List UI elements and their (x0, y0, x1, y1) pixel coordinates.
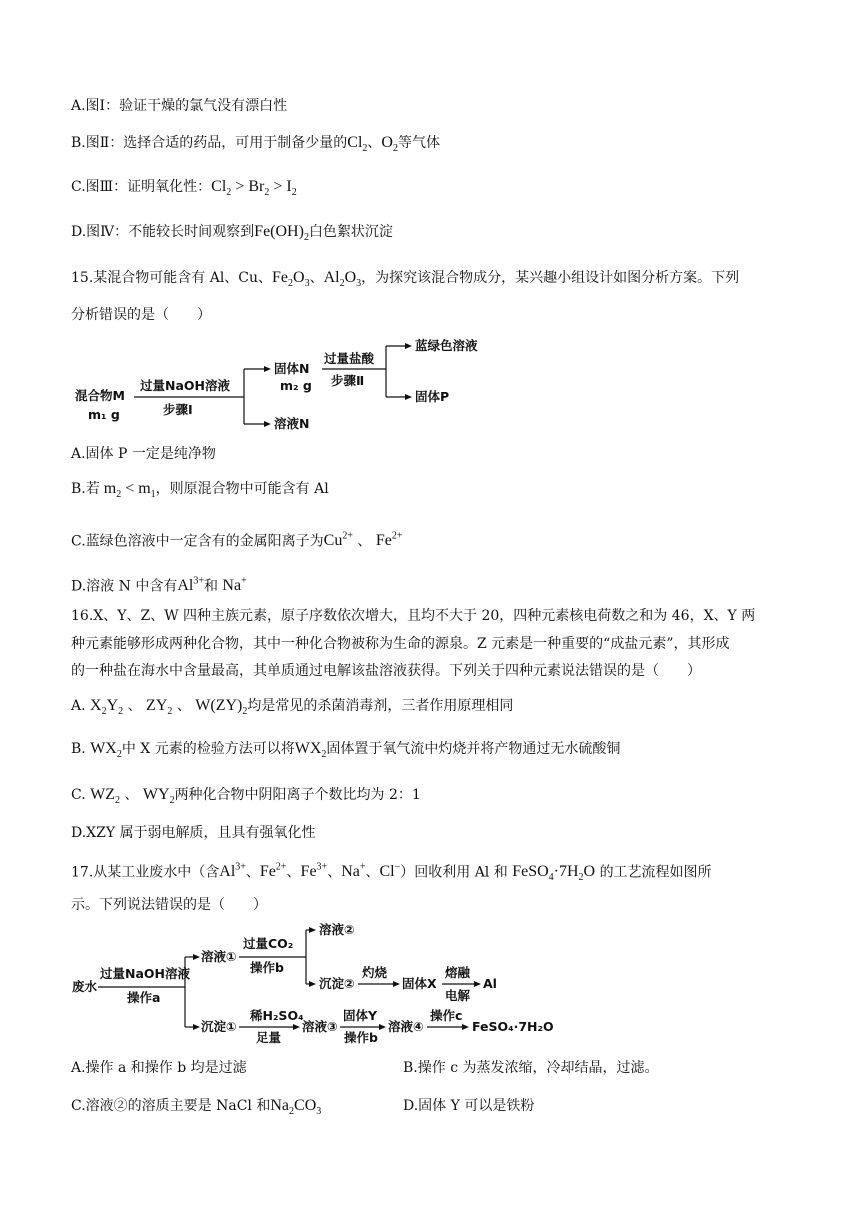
q15-option-a: A.固体 P 一定是纯净物 (71, 446, 216, 462)
q17-naoh-label: 过量NaOH溶液 (100, 966, 190, 981)
q17-stem-line1: 17.从某工业废水中（含$Al^{3+}$、$Fe^{2+}$、$Fe^{3+}$、Na+、Cl−）回收利用 Al 和 $FeSO_4\cdot 7H_2O$ 的工艺流程如图所 (71, 862, 712, 884)
q17-option-b: B.操作 c 为蒸发浓缩，冷却结晶，过滤。 (403, 1060, 659, 1076)
q15-option-c: C.蓝绿色溶液中一定含有的金属阳离子为$Cu^{2+}$ 、 $Fe^{2+}$ (71, 531, 403, 550)
q17-solution3-label: 溶液③ (302, 1019, 338, 1034)
q16-option-c: C. $WZ_2$ 、 $WY_2$两种化合物中阴阳离子个数比均为 2：1 (71, 786, 421, 807)
q15-stem-line1: 15.某混合物可能含有 Al、Cu、$Fe_2O_3$、$Al_2O_3$，为探究该混合物成分，某兴趣小组设计如图分析方案。下列 (71, 269, 740, 290)
q16-option-b: B. $WX_2$中 X 元素的检验方法可以将$WX_2$固体置于氧气流中灼烧并将产物通过无水硫酸铜 (71, 740, 621, 761)
q17-h2so4-label: 稀H₂SO₄ (250, 1008, 304, 1023)
q17-ppt2-label: 沉淀② (319, 976, 355, 991)
q17-solution2-label: 溶液② (319, 922, 355, 937)
q17-option-c: C.溶液②的溶质主要是 NaCl 和$Na_2CO_3$ (71, 1097, 322, 1118)
q15-solid-n-label: 固体N (274, 361, 310, 376)
q15-solution-n-label: 溶液N (274, 416, 310, 431)
q17-op-b2-label: 操作b (344, 1030, 378, 1045)
q17-product-label: FeSO₄·7H₂O (472, 1019, 554, 1034)
q16-option-a: A. $X_2Y_2$ 、 $ZY_2$ 、 $W(ZY)_2$均是常见的杀菌消毒剂，三者作用原理相同 (71, 697, 514, 718)
q17-op-b-label: 操作b (250, 960, 284, 975)
q15-step1-label: 步骤Ⅰ (163, 402, 193, 417)
q15-mixture-label: 混合物M (75, 388, 125, 403)
q15-option-b: B.若 $m_2 < m_1$，则原混合物中可能含有 Al (71, 480, 329, 501)
q17-op-c-label: 操作c (430, 1008, 463, 1023)
q17-ppt1-label: 沉淀① (201, 1019, 237, 1034)
q15-solid-p-label: 固体P (415, 389, 450, 404)
q17-solid-x-label: 固体X (402, 976, 437, 991)
q17-electrolysis-label: 电解 (445, 988, 471, 1003)
q15-stem-line2: 分析错误的是（ ） (71, 307, 211, 323)
q16-stem-line3: 的一种盐在海水中含量最高，其单质通过电解该盐溶液获得。下列关于四种元素说法错误的是（ ） (71, 663, 701, 679)
q15-hcl-label: 过量盐酸 (324, 351, 375, 366)
q17-melt-label: 熔融 (445, 965, 471, 980)
q17-enough-label: 足量 (256, 1030, 282, 1045)
q17-al-label: Al (483, 976, 497, 991)
q15-m1-label: m₁ g (88, 407, 120, 422)
q15-m2-label: m₂ g (280, 378, 312, 393)
q17-solution4-label: 溶液④ (388, 1019, 424, 1034)
q17-solution1-label: 溶液① (201, 949, 237, 964)
q14-option-c: C.图Ⅲ：证明氧化性：$Cl_2 > Br_2 > I_2$ (71, 178, 297, 199)
q14-option-b: B.图Ⅱ：选择合适的药品，可用于制备少量的$Cl_2$、$O_2$等气体 (71, 134, 440, 155)
q17-op-a-label: 操作a (127, 990, 161, 1005)
q16-stem-line1: 16.X、Y、Z、W 四种主族元素，原子序数依次增大，且均不大于 20，四种元素核电荷数之和为 46，X、Y 两 (71, 608, 756, 624)
q17-flow-diagram (70, 920, 570, 1048)
q14-option-d: D.图Ⅳ：不能较长时间观察到$Fe(OH)_2$白色絮状沉淀 (71, 223, 393, 244)
q17-option-a: A.操作 a 和操作 b 均是过滤 (71, 1060, 247, 1076)
q17-solid-y-label: 固体Y (343, 1008, 378, 1023)
q17-stem-line2: 示。下列说法错误的是（ ） (71, 897, 267, 913)
q16-stem-line2: 种元素能够形成两种化合物，其中一种化合物被称为生命的源泉。Z 元素是一种重要的“成盐元素”，其形成 (71, 636, 730, 652)
q17-burn-label: 灼烧 (362, 965, 388, 980)
q15-bluegreen-label: 蓝绿色溶液 (415, 338, 478, 353)
q14-option-a: A.图Ⅰ：验证干燥的氯气没有漂白性 (71, 98, 288, 114)
q15-option-d: D.溶液 N 中含有$Al^{3+}$和 Na+ (71, 576, 247, 595)
q15-step2-label: 步骤Ⅱ (331, 373, 365, 388)
q15-flow-diagram (70, 332, 500, 437)
q17-co2-label: 过量CO₂ (243, 936, 294, 951)
q17-waste-label: 废水 (72, 979, 98, 994)
q15-naoh-label: 过量NaOH溶液 (140, 378, 230, 393)
q16-option-d: D.XZY 属于弱电解质，且具有强氧化性 (71, 825, 316, 841)
q17-option-d: D.固体 Y 可以是铁粉 (403, 1098, 535, 1114)
